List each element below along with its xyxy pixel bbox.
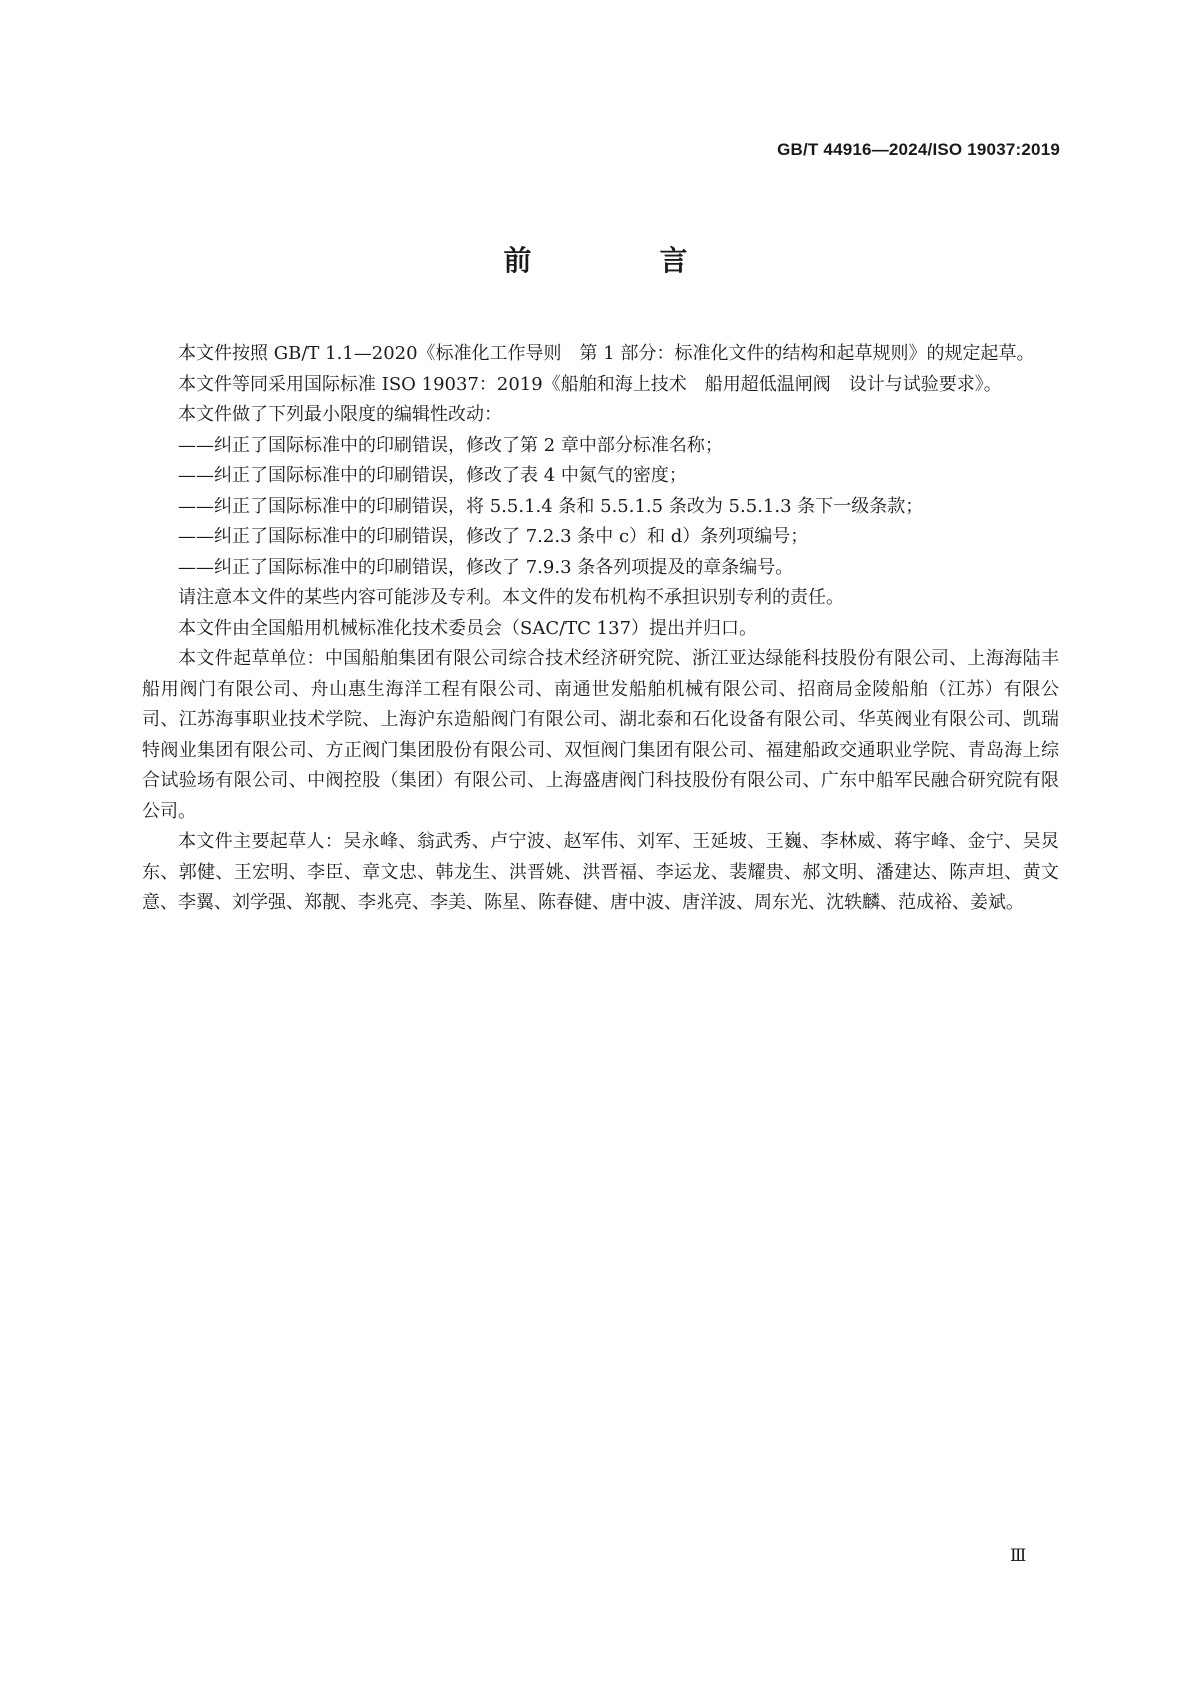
list-item-change: ——纠正了国际标准中的印刷错误，修改了表 4 中氮气的密度； bbox=[178, 465, 687, 486]
paragraph-changes-intro: 本文件做了下列最小限度的编辑性改动： bbox=[178, 404, 502, 425]
standard-code: GB/T 44916—2024/ISO 19037:2019 bbox=[777, 140, 1060, 159]
list-item-change: ——纠正了国际标准中的印刷错误，修改了 7.2.3 条中 c）和 d）条列项编号； bbox=[178, 526, 809, 547]
paragraph-adoption: 本文件等同采用国际标准 ISO 19037：2019《船舶和海上技术 船用超低温闸阀 设计与试验要求》。 bbox=[178, 373, 1002, 395]
list-item-change: ——纠正了国际标准中的印刷错误，修改了第 2 章中部分标准名称； bbox=[178, 434, 723, 456]
paragraph-proposer: 本文件由全国船用机械标准化技术委员会（SAC/TC 137）提出并归口。 bbox=[178, 617, 758, 639]
list-item-change: ——纠正了国际标准中的印刷错误，修改了 7.9.3 条各列项提及的章条编号。 bbox=[178, 556, 794, 578]
paragraph-drafting-units: 本文件起草单位：中国船舶集团有限公司综合技术经济研究院、浙江亚达绿能科技股份有限公司、上海海陆丰船用阀门有限公司、舟山惠生海洋工程有限公司、南通世发船舶机械有限公司、招商局金陵船舶（江苏）有限公司、江苏海事职业技术学院、上海沪东造船阀门有限公司、湖北泰和石化设备有限公司、华英阀业有限公司、凯瑞特阀业集团有限公司、方正阀门集团股份有限公司、双恒阀门集团有限公司、福建船政交通职业学院、青岛海上综合试验场有限公司、中阀控股（集团）有限公司、上海盛唐阀门科技股份有限公司、广东中船军民融合研究院有限公司。 bbox=[142, 648, 1059, 822]
paragraph-drafters: 本文件主要起草人：吴永峰、翁武秀、卢宁波、赵军伟、刘军、王延坡、王巍、李林威、蒋宇峰、金宁、吴炅东、郭健、王宏明、李臣、章文忠、韩龙生、洪晋姚、洪晋福、李运龙、裴耀贵、郝文明、潘建达、陈声坦、黄文意、李翼、刘学强、郑靓、李兆亮、李美、陈星、陈春健、唐中波、唐洋波、周东光、沈轶麟、范成裕、姜斌。 bbox=[142, 831, 1059, 913]
paragraph-patent-notice: 请注意本文件的某些内容可能涉及专利。本文件的发布机构不承担识别专利的责任。 bbox=[178, 587, 844, 608]
page-title: 前 言 bbox=[503, 244, 738, 277]
document-body bbox=[142, 339, 1059, 919]
list-item-change: ——纠正了国际标准中的印刷错误，将 5.5.1.4 条和 5.5.1.5 条改为 5.5.1.3 条下一级条款； bbox=[178, 495, 924, 517]
paragraph-drafting-rules: 本文件按照 GB/T 1.1—2020《标准化工作导则 第 1 部分：标准化文件的结构和起草规则》的规定起草。 bbox=[178, 343, 1035, 364]
page-number: Ⅲ bbox=[1010, 1546, 1027, 1566]
